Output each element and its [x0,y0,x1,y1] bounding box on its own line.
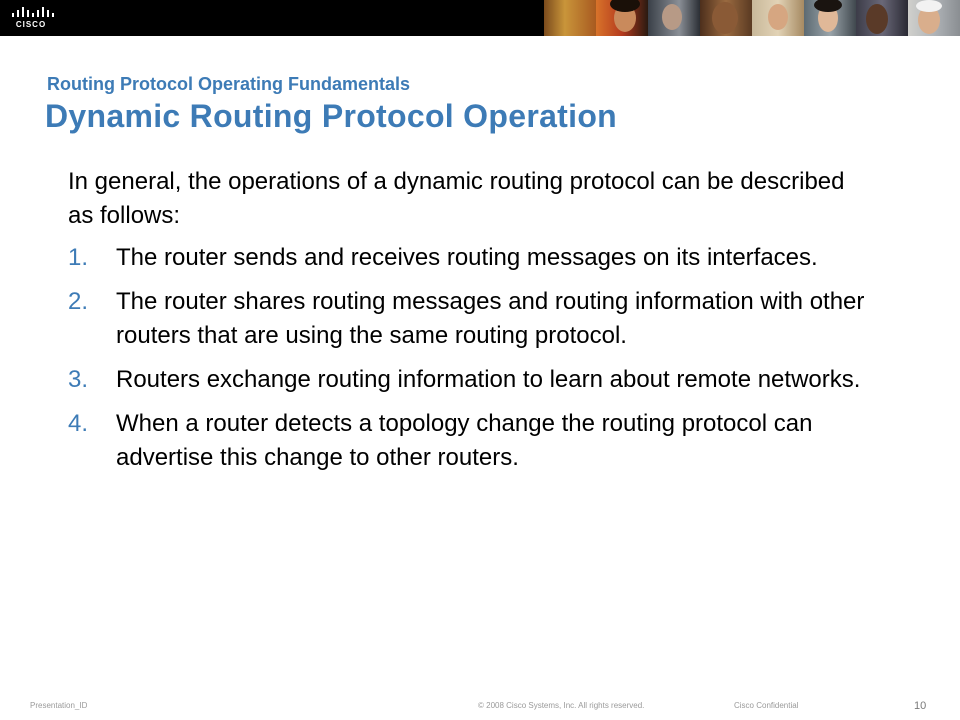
step-number: 2. [68,288,89,315]
photo-tile [700,0,752,36]
slide-body [68,165,888,485]
footer-confidential: Cisco Confidential [734,701,799,710]
steps-list [68,241,888,475]
step-text: The router sends and receives routing messages on its interfaces. [116,244,818,271]
step-number: 3. [68,366,89,393]
photo-tile [804,0,856,36]
page-number: 10 [914,700,927,712]
slide-subtitle: Routing Protocol Operating Fundamentals [47,74,411,94]
list-item [68,407,888,475]
footer-copyright: © 2008 Cisco Systems, Inc. All rights reserved. [478,701,645,710]
photo-tile [856,0,908,36]
step-text: Routers exchange routing information to learn about remote networks. [116,366,861,393]
photo-tile [752,0,804,36]
photo-tile [544,0,596,36]
intro-paragraph: In general, the operations of a dynamic routing protocol can be described as follows: [68,168,845,229]
photo-tile [596,0,648,36]
photo-tile [908,0,960,36]
footer-presentation-id: Presentation_ID [30,701,88,710]
list-item [68,285,888,353]
step-text: When a router detects a topology change the routing protocol can advertise this change to other routers. [116,410,813,471]
slide-title: Dynamic Routing Protocol Operation [45,98,618,134]
header-bar [0,0,960,36]
photo-collage [544,0,960,36]
list-item [68,241,888,275]
cisco-bridge-icon [10,5,54,19]
photo-tile [648,0,700,36]
step-number: 1. [68,244,89,271]
cisco-logo [10,5,54,31]
step-number: 4. [68,410,89,437]
list-item [68,363,888,397]
logo-wordmark: CISCO [15,20,47,29]
step-text: The router shares routing messages and routing information with other routers that are using the same routing protocol. [116,288,865,349]
